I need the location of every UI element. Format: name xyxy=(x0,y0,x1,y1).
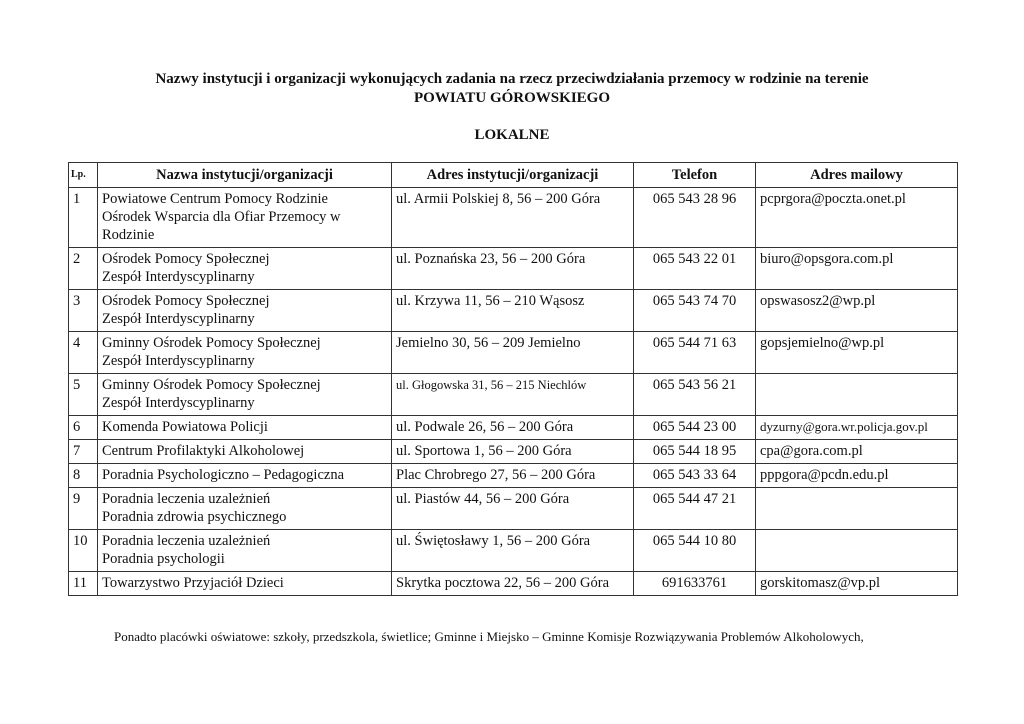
institution-address: ul. Świętosławy 1, 56 – 200 Góra xyxy=(392,530,634,572)
name-line: Poradnia leczenia uzależnień xyxy=(102,491,271,507)
title-line-1: Nazwy instytucji i organizacji wykonujących zadania na rzecz przeciwdziałania przemocy w rodzinie na terenie xyxy=(155,71,869,87)
institution-address: Skrytka pocztowa 22, 56 – 200 Góra xyxy=(392,572,634,596)
title-line-2: POWIATU GÓROWSKIEGO xyxy=(414,90,610,106)
name-line: Poradnia psychologii xyxy=(102,551,225,567)
institution-address: ul. Sportowa 1, 56 – 200 Góra xyxy=(392,440,634,464)
column-header-email: Adres mailowy xyxy=(756,163,958,188)
name-line: Poradnia zdrowia psychicznego xyxy=(102,509,287,525)
table-row xyxy=(69,332,958,374)
institutions-table xyxy=(68,162,958,596)
institution-name xyxy=(98,488,392,530)
name-line: Towarzystwo Przyjaciół Dzieci xyxy=(102,575,284,591)
institution-phone: 065 543 33 64 xyxy=(634,464,756,488)
column-header-lp: Lp. xyxy=(69,163,98,188)
row-number: 10 xyxy=(69,530,98,572)
institution-address: ul. Głogowska 31, 56 – 215 Niechlów xyxy=(392,374,634,416)
institution-name xyxy=(98,332,392,374)
institution-email xyxy=(756,374,958,416)
institution-name xyxy=(98,464,392,488)
table-row xyxy=(69,188,958,248)
institution-email: gorskitomasz@vp.pl xyxy=(756,572,958,596)
institution-address: Plac Chrobrego 27, 56 – 200 Góra xyxy=(392,464,634,488)
institution-email: gopsjemielno@wp.pl xyxy=(756,332,958,374)
row-number: 8 xyxy=(69,464,98,488)
table-row xyxy=(69,464,958,488)
institution-name xyxy=(98,374,392,416)
institution-address: ul. Poznańska 23, 56 – 200 Góra xyxy=(392,248,634,290)
table-row xyxy=(69,290,958,332)
institution-phone: 065 544 10 80 xyxy=(634,530,756,572)
name-line: Gminny Ośrodek Pomocy Społecznej xyxy=(102,335,321,351)
row-number: 5 xyxy=(69,374,98,416)
column-header-phone: Telefon xyxy=(634,163,756,188)
institution-address: Jemielno 30, 56 – 209 Jemielno xyxy=(392,332,634,374)
institution-email: dyzurny@gora.wr.policja.gov.pl xyxy=(756,416,958,440)
row-number: 2 xyxy=(69,248,98,290)
table-row xyxy=(69,488,958,530)
table-row xyxy=(69,416,958,440)
row-number: 6 xyxy=(69,416,98,440)
table-row xyxy=(69,374,958,416)
table-row xyxy=(69,248,958,290)
table-row xyxy=(69,440,958,464)
institution-name xyxy=(98,188,392,248)
row-number: 7 xyxy=(69,440,98,464)
row-number: 11 xyxy=(69,572,98,596)
row-number: 4 xyxy=(69,332,98,374)
institution-email: biuro@opsgora.com.pl xyxy=(756,248,958,290)
name-line: Ośrodek Wsparcia dla Ofiar Przemocy w xyxy=(102,209,341,225)
institution-name xyxy=(98,416,392,440)
institution-email xyxy=(756,530,958,572)
name-line: Zespół Interdyscyplinarny xyxy=(102,269,255,285)
institution-email: opswasosz2@wp.pl xyxy=(756,290,958,332)
institution-phone: 691633761 xyxy=(634,572,756,596)
institution-email xyxy=(756,488,958,530)
institution-phone: 065 544 47 21 xyxy=(634,488,756,530)
institution-name xyxy=(98,572,392,596)
row-number: 3 xyxy=(69,290,98,332)
name-line: Rodzinie xyxy=(102,227,155,243)
row-number: 1 xyxy=(69,188,98,248)
institution-address: ul. Piastów 44, 56 – 200 Góra xyxy=(392,488,634,530)
table-row xyxy=(69,572,958,596)
name-line: Ośrodek Pomocy Społecznej xyxy=(102,293,270,309)
name-line: Poradnia Psychologiczno – Pedagogiczna xyxy=(102,467,345,483)
name-line: Gminny Ośrodek Pomocy Społecznej xyxy=(102,377,321,393)
institution-email: cpa@gora.com.pl xyxy=(756,440,958,464)
table-header-row xyxy=(69,163,958,188)
institution-phone: 065 544 23 00 xyxy=(634,416,756,440)
column-header-name: Nazwa instytucji/organizacji xyxy=(98,163,392,188)
institution-address: ul. Krzywa 11, 56 – 210 Wąsosz xyxy=(392,290,634,332)
row-number: 9 xyxy=(69,488,98,530)
institution-email: pcprgora@poczta.onet.pl xyxy=(756,188,958,248)
institution-phone: 065 543 74 70 xyxy=(634,290,756,332)
institution-phone: 065 544 18 95 xyxy=(634,440,756,464)
institution-phone: 065 544 71 63 xyxy=(634,332,756,374)
column-header-address: Adres instytucji/organizacji xyxy=(392,163,634,188)
institution-email: pppgora@pcdn.edu.pl xyxy=(756,464,958,488)
name-line: Komenda Powiatowa Policji xyxy=(102,419,268,435)
name-line: Ośrodek Pomocy Społecznej xyxy=(102,251,270,267)
institution-name xyxy=(98,530,392,572)
institution-phone: 065 543 56 21 xyxy=(634,374,756,416)
institution-address: ul. Armii Polskiej 8, 56 – 200 Góra xyxy=(392,188,634,248)
name-line: Centrum Profilaktyki Alkoholowej xyxy=(102,443,305,459)
institution-name xyxy=(98,290,392,332)
footnote: Ponadto placówki oświatowe: szkoły, przedszkola, świetlice; Gminne i Miejsko – Gminne Komisje Rozwiązywania Problemów Alkoholowych, xyxy=(114,629,864,644)
institution-phone: 065 543 22 01 xyxy=(634,248,756,290)
section-subtitle: LOKALNE xyxy=(474,127,550,143)
institution-address: ul. Podwale 26, 56 – 200 Góra xyxy=(392,416,634,440)
name-line: Zespół Interdyscyplinarny xyxy=(102,395,255,411)
institution-name xyxy=(98,440,392,464)
document-title xyxy=(60,70,964,108)
name-line: Poradnia leczenia uzależnień xyxy=(102,533,271,549)
name-line: Zespół Interdyscyplinarny xyxy=(102,353,255,369)
table-row xyxy=(69,530,958,572)
institution-phone: 065 543 28 96 xyxy=(634,188,756,248)
name-line: Zespół Interdyscyplinarny xyxy=(102,311,255,327)
institution-name xyxy=(98,248,392,290)
name-line: Powiatowe Centrum Pomocy Rodzinie xyxy=(102,191,328,207)
